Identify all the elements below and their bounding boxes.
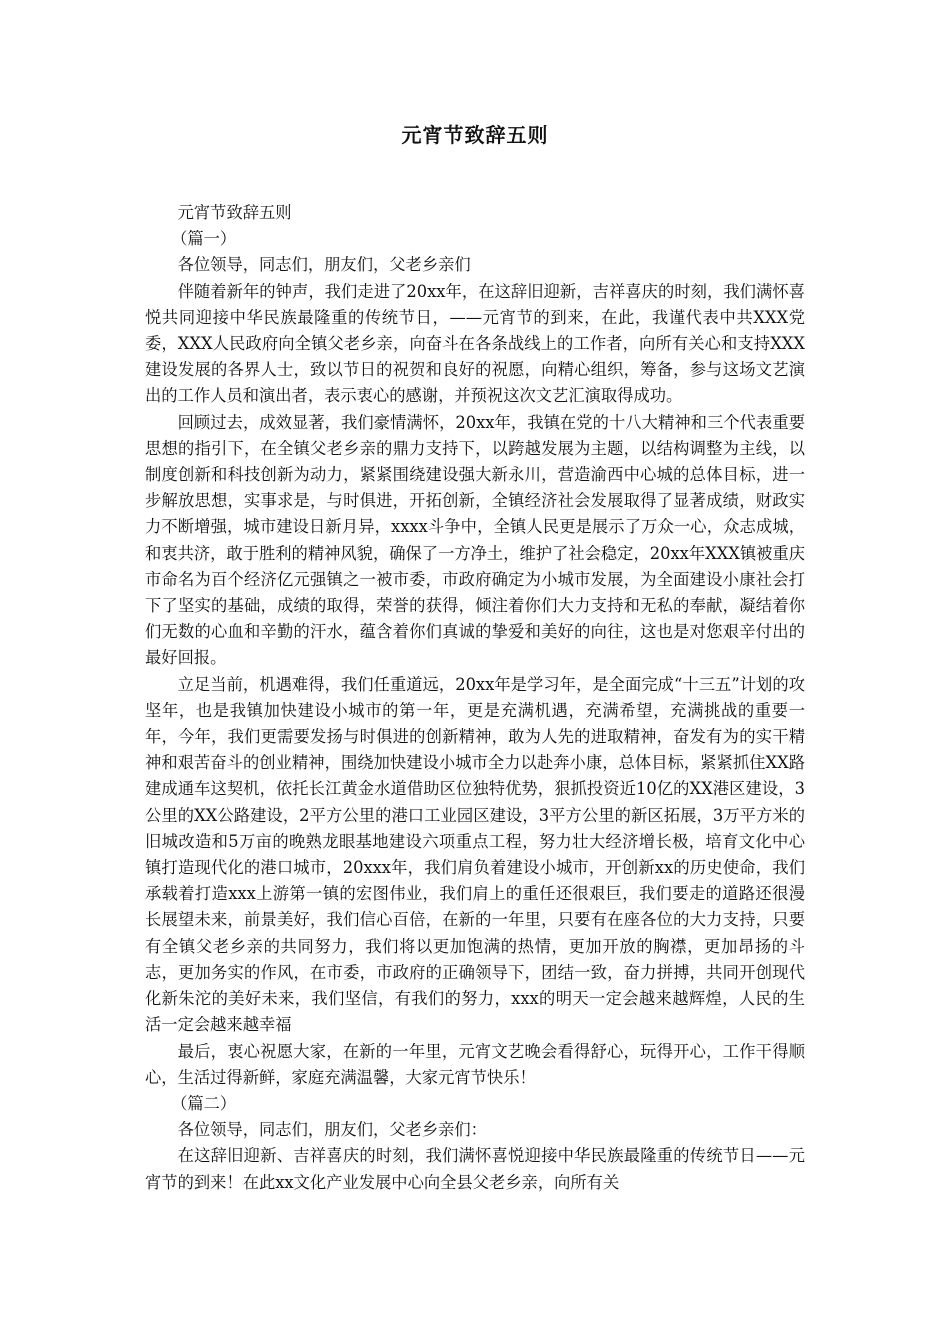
paragraph: 伴随着新年的钟声，我们走进了20xx年，在这辞旧迎新，吉祥喜庆的时刻，我们满怀喜悦共同迎接中华民族最隆重的传统节日，——元宵节的到来，在此，我谨代表中共XXX党委，XXX人民政府向全镇父老乡亲，向奋斗在各条战线上的工作者，向所有关心和支持XXX建设发展的各界人士，致以节日的祝贺和良好的祝愿，向精心组织，筹备，参与这场文艺演出的工作人员和演出者，表示衷心的感谢，并预祝这次文艺汇演取得成功。 (145, 281, 805, 406)
section-label: （篇一） (171, 229, 237, 249)
paragraph: 最后，衷心祝愿大家，在新的一年里，元宵文艺晚会看得舒心，玩得开心，工作干得顺心，生活过得新鲜，家庭充满温馨，大家元宵节快乐！ (145, 1041, 805, 1087)
paragraph: 在这辞旧迎新、吉祥喜庆的时刻，我们满怀喜悦迎接中华民族最隆重的传统节日——元宵节的到来！在此xx文化产业发展中心向全县父老乡亲，向所有关 (145, 1146, 805, 1192)
paragraph: 回顾过去，成效显著，我们豪情满怀，20xx年，我镇在党的十八大精神和三个代表重要思想的指引下，在全镇父老乡亲的鼎力支持下，以跨越发展为主题，以结构调整为主线，以制度创新和科技创新为动力，紧紧围绕建设强大新永川，营造渝西中心城的总体目标，进一步解放思想，实事求是，与时俱进，开拓创新，全镇经济社会发展取得了显著成绩，财政实力不断增强，城市建设日新月异，xxxx斗争中，全镇人民更是展示了万众一心，众志成城，和衷共济，敢于胜利的精神风貌，确保了一方净土，维护了社会稳定，20xx年XXX镇被重庆市命名为百个经济亿元强镇之一被市委，市政府确定为小城市发展，为全面建设小康社会打下了坚实的基础，成绩的取得，荣誉的获得，倾注着你们大力支持和无私的奉献，凝结着你们无数的心血和辛勤的汗水，蕴含着你们真诚的挚爱和美好的向往，这也是对您艰辛付出的最好回报。 (145, 412, 805, 668)
paragraph: 各位领导，同志们，朋友们，父老乡亲们： (177, 1120, 487, 1140)
paragraph: 元宵节致辞五则 (177, 203, 292, 222)
section-label: （篇二） (171, 1093, 237, 1113)
document-body (145, 200, 805, 1196)
paragraph: 立足当前，机遇难得，我们任重道远，20xx年是学习年，是全面完成“十三五”计划的攻坚年，也是我镇加快建设小城市的第一年，更是充满机遇，充满希望，充满挑战的重要一年，今年，我们更需要发扬与时俱进的创新精神，敢为人先的进取精神，奋发有为的实干精神和艰苦奋斗的创业精神，围绕加快建设小城市全力以赴奔小康，总体目标，紧紧抓住XX路建成通车这契机，依托长江黄金水道借助区位独特优势，狠抓投资近10亿的XX港区建设，3公里的XX公路建设，2平方公里的港口工业园区建设，3平方公里的新区拓展，3万平方米的旧城改造和5万亩的晚熟龙眼基地建设六项重点工程，努力壮大经济增长极，培育文化中心镇打造现代化的港口城市，20xxx年，我们肩负着建设小城市，开创新xx的历史使命，我们承载着打造xxx上游第一镇的宏图伟业，我们肩上的重任还很艰巨，我们要走的道路还很漫长展望未来，前景美好，我们信心百倍，在新的一年里，只要有在座各位的大力支持，只要有全镇父老乡亲的共同努力，我们将以更加饱满的热情，更加开放的胸襟，更加昂扬的斗志，更加务实的作风，在市委，市政府的正确领导下，团结一致，奋力拼搏，共同开创现代化新朱沱的美好未来，我们坚信，有我们的努力，xxx的明天一定会越来越辉煌，人民的生活一定会越来越幸福 (145, 674, 805, 1035)
document-title: 元宵节致辞五则 (401, 123, 549, 147)
paragraph: 各位领导，同志们，朋友们，父老乡亲们 (177, 255, 471, 275)
